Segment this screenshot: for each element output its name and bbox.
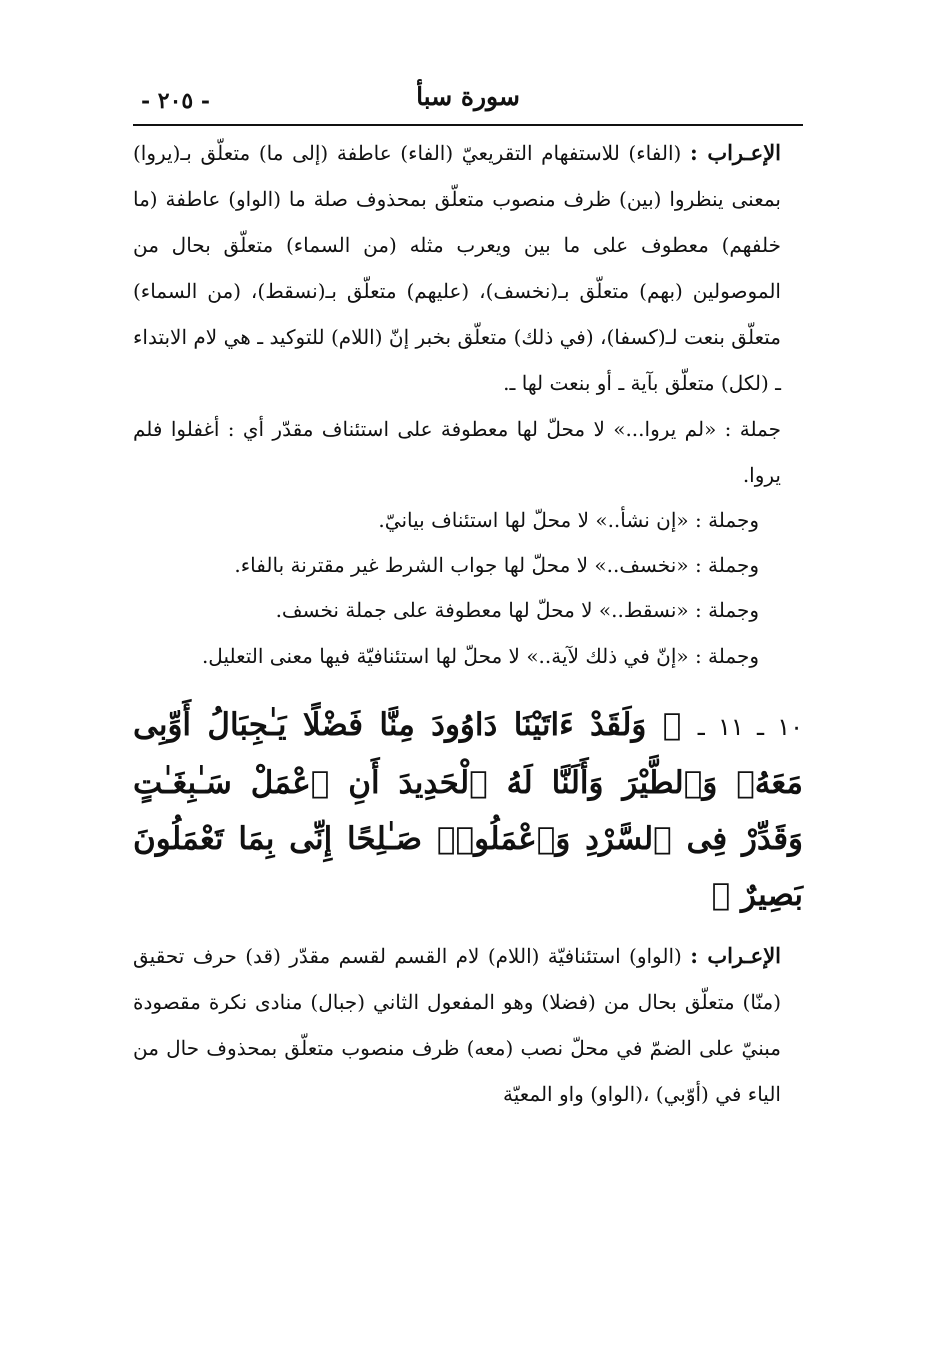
jumla-line: وجملة : «نخسف..» لا محلّ لها جواب الشرط غير مقترنة بالفاء. <box>234 553 759 577</box>
surah-title: سورة سبأ <box>416 82 520 111</box>
jumla-line: وجملة : «نسقط..» لا محلّ لها معطوفة على جملة نخسف. <box>275 598 759 622</box>
body-text <box>133 130 803 1117</box>
irab-paragraph-2 <box>133 933 803 1117</box>
verse-number: ١٠ ـ ١١ ـ <box>697 713 803 741</box>
jumla-line: وجملة : «إن نشأ..» لا محلّ لها استئناف بيانيّ. <box>378 508 759 532</box>
verse-text: ﴿ وَلَقَدْ ءَاتَيْنَا دَاوُودَ مِنَّا فَضْلًا يَـٰجِبَالُ أَوِّبِى مَعَهُۥ وَٱلطَّيْرَ وَأَلَنَّا لَهُ ٱلْحَدِيدَ أَنِ ٱعْمَلْ سَـٰبِغَـٰتٍ وَقَدِّرْ فِى ٱلسَّرْدِ وَٱعْمَلُوا۟ صَـٰلِحًا إِنِّى بِمَا تَعْمَلُونَ بَصِيرٌ ﴾ <box>133 707 803 913</box>
page-number: - ٢٠٥ - <box>141 88 211 114</box>
irab-text: (الفاء) للاستفهام التقريعيّ (الفاء) عاطفة (إلى ما) متعلّق بـ(يروا) بمعنى ينظروا (بين) ظرف منصوب متعلّق بمحذوف صلة ما (الواو) عاطفة (ما خلفهم) معطوف على ما بين ويعرب مثله (من السماء) متعلّق بحال من الموصولين (بهم) متعلّق بـ(نخسف)، (عليهم) متعلّق بـ(نسقط)، (من السماء) متعلّق بنعت لـ(كسفا)، (في ذلك) متعلّق بخبر إنّ (اللام) للتوكيد ـ هي لام الابتداء ـ (لكل) متعلّق بآية ـ أو بنعت لها ـ. <box>133 141 781 395</box>
document-page <box>133 78 803 1117</box>
irab-paragraph-1 <box>133 130 803 406</box>
page-header <box>133 78 803 122</box>
irab-text: (الواو) استئنافيّة (اللام) لام القسم لقسم مقدّر (قد) حرف تحقيق (منّا) متعلّق بحال من (فضلا) وهو المفعول الثاني (جبال) منادى نكرة مقصودة مبنيّ على الضمّ في محلّ نصب (معه) ظرف منصوب متعلّق بمحذوف حال من الياء في (أوّبي) ،(الواو) واو المعيّة <box>133 944 781 1106</box>
irab-label: الإعـراب : <box>689 140 782 165</box>
jumla-line: وجملة : «إنّ في ذلك لآية..» لا محلّ لها استئنافيّة فيها معنى التعليل. <box>201 644 759 668</box>
quran-verse <box>133 697 803 923</box>
header-rule <box>133 124 803 126</box>
jumla-main: جملة : «لم يروا...» لا محلّ لها معطوفة على استئناف مقدّر أي : أغفلوا فلم يروا. <box>133 417 781 487</box>
irab-label: الإعـراب : <box>690 943 782 968</box>
